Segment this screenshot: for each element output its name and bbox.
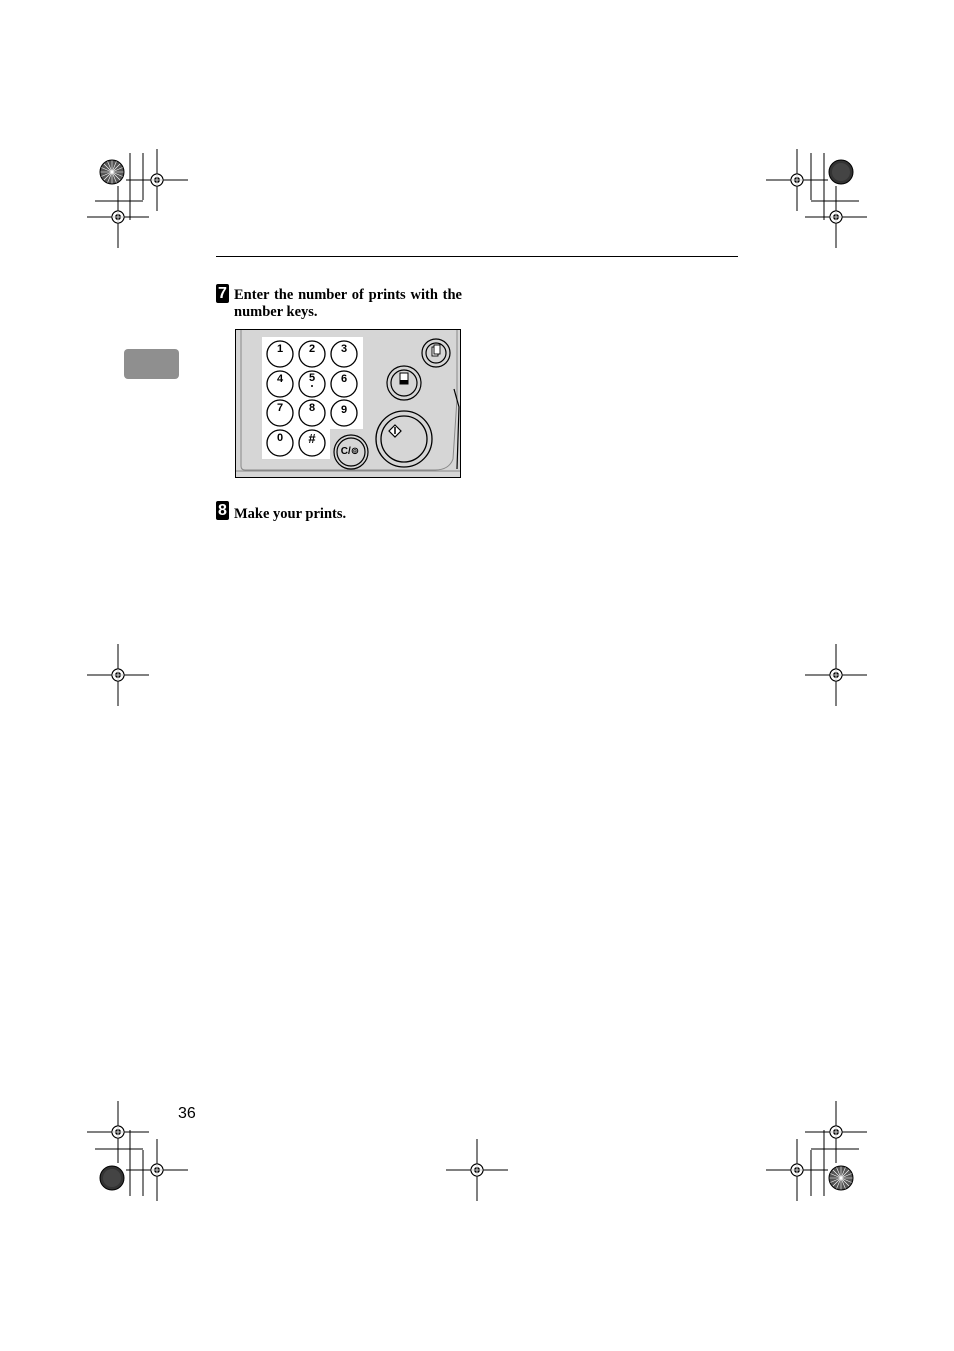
key-6[interactable] (331, 371, 357, 397)
mode-key-medium[interactable] (387, 366, 421, 400)
key-9[interactable] (331, 400, 357, 426)
key-1[interactable] (267, 341, 293, 367)
step-8-badge: 8 (216, 501, 229, 520)
key-7[interactable] (267, 400, 293, 426)
key-5-label: 5 (308, 372, 316, 384)
key-5[interactable] (299, 371, 325, 397)
clear-stop-key[interactable] (334, 435, 368, 469)
step-7-badge: 7 (216, 284, 229, 303)
step-8-instruction: Make your prints. (234, 506, 347, 522)
key-1-label: 1 (276, 343, 284, 355)
key-hash-label: # (308, 431, 316, 446)
key-0-label: 0 (276, 432, 284, 444)
step-7-instruction: Enter the number of prints with the number keys. (234, 287, 462, 320)
key-8-label: 8 (308, 402, 316, 414)
key-4-label: 4 (276, 373, 284, 385)
key-0[interactable] (267, 430, 293, 456)
chapter-tab (124, 349, 179, 379)
start-key[interactable] (376, 411, 432, 467)
header-rule (216, 256, 738, 257)
mode-key-small[interactable] (422, 339, 450, 367)
proof-print-icon (432, 345, 440, 356)
key-2-label: 2 (308, 343, 316, 355)
page-number: 36 (178, 1105, 196, 1122)
key-9-label: 9 (340, 404, 348, 416)
key-2[interactable] (299, 341, 325, 367)
control-panel-illustration (235, 329, 461, 478)
key-hash[interactable] (299, 430, 325, 456)
key-8[interactable] (299, 400, 325, 426)
key-4[interactable] (267, 371, 293, 397)
key-7-label: 7 (276, 402, 284, 414)
key-3[interactable] (331, 341, 357, 367)
clear-stop-label: C/⊚ (340, 446, 360, 457)
master-making-icon (400, 373, 408, 384)
key-6-label: 6 (340, 373, 348, 385)
key-3-label: 3 (340, 343, 348, 355)
